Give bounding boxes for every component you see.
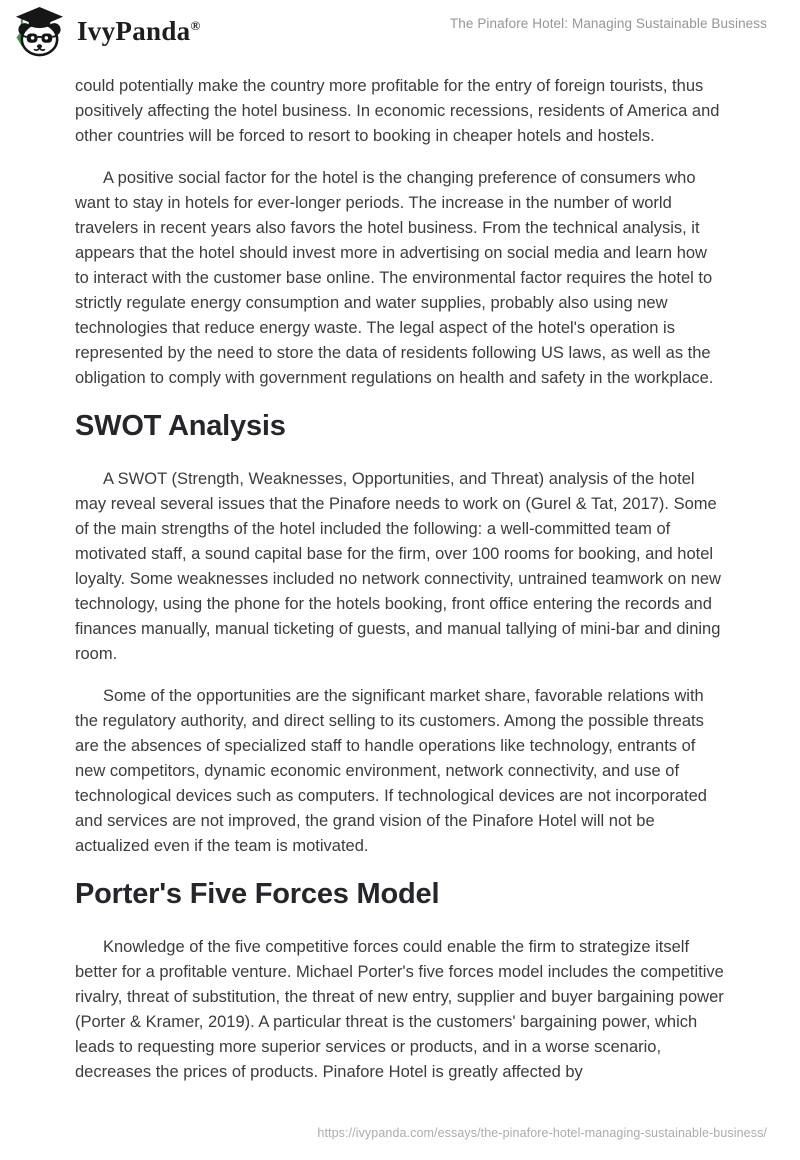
page-header	[0, 0, 800, 58]
source-url-link[interactable]: https://ivypanda.com/essays/the-pinafore-hotel-managing-sustainable-business/	[317, 1126, 767, 1140]
paragraph-swot-2: Some of the opportunities are the significant market share, favorable relations with the regulatory authority, and direct selling to its customers. Among the possible threats are the absences of specialized staff to handle operations like technology, entrants of new competitors, dynamic economic environment, network connectivity, and use of technological devices such as computers. If technological devices are not incorporated and services are not improved, the grand vision of the Pinafore Hotel will not be actualized even if the team is motivated.	[75, 687, 707, 855]
document-title: The Pinafore Hotel: Managing Sustainable Business	[449, 16, 767, 31]
paragraph-porters-1: Knowledge of the five competitive forces could enable the firm to strategize itself better for a profitable venture. Michael Porter's five forces model includes the competitive rivalry, threat of substitution, the threat of new entry, supplier and buyer bargaining power (Porter & Kramer, 2019). A particular threat is the customers' bargaining power, which leads to requesting more superior services or products, and in a worse scenario, decreases the prices of products. Pinafore Hotel is greatly affected by	[75, 938, 724, 1081]
paragraph-intro-2: A positive social factor for the hotel is the changing preference of consumers who want to stay in hotels for ever-longer periods. The increase in the number of world travelers in recent years also favors the hotel business. From the technical analysis, it appears that the hotel should invest more in advertising on social media and learn how to interact with the customer base online. The environmental factor requires the hotel to strictly regulate energy consumption and water supplies, probably also using new technologies that reduce energy waste. The legal aspect of the hotel's operation is represented by the need to store the data of residents following US laws, as well as the obligation to comply with government regulations on health and safety in the workplace.	[75, 169, 714, 387]
ivypanda-panda-logo-icon	[13, 5, 66, 58]
brand	[13, 5, 200, 58]
section-heading-porters-five-forces: Porter's Five Forces Model	[75, 878, 440, 910]
essay-content	[75, 74, 725, 1085]
registered-mark: ®	[190, 18, 201, 33]
brand-name	[77, 18, 200, 45]
page-footer	[317, 1124, 767, 1142]
section-heading-swot-analysis: SWOT Analysis	[75, 410, 286, 442]
brand-name-text: IvyPanda	[77, 16, 191, 46]
paragraph-intro-1: could potentially make the country more profitable for the entry of foreign tourists, thus positively affecting the hotel business. In economic recessions, residents of America and other countries will be forced to resort to booking in cheaper hotels and hostels.	[75, 77, 720, 145]
paragraph-swot-1: A SWOT (Strength, Weaknesses, Opportunities, and Threat) analysis of the hotel may reveal several issues that the Pinafore needs to work on (Gurel & Tat, 2017). Some of the main strengths of the hotel included the following: a well-committed team of motivated staff, a sound capital base for the firm, over 100 rooms for booking, and hotel loyalty. Some weaknesses included no network connectivity, untrained teamwork on new technology, using the phone for the hotels booking, front office entering the records and finances manually, manual ticketing of guests, and manual tallying of mini-bar and dining room.	[75, 470, 721, 663]
